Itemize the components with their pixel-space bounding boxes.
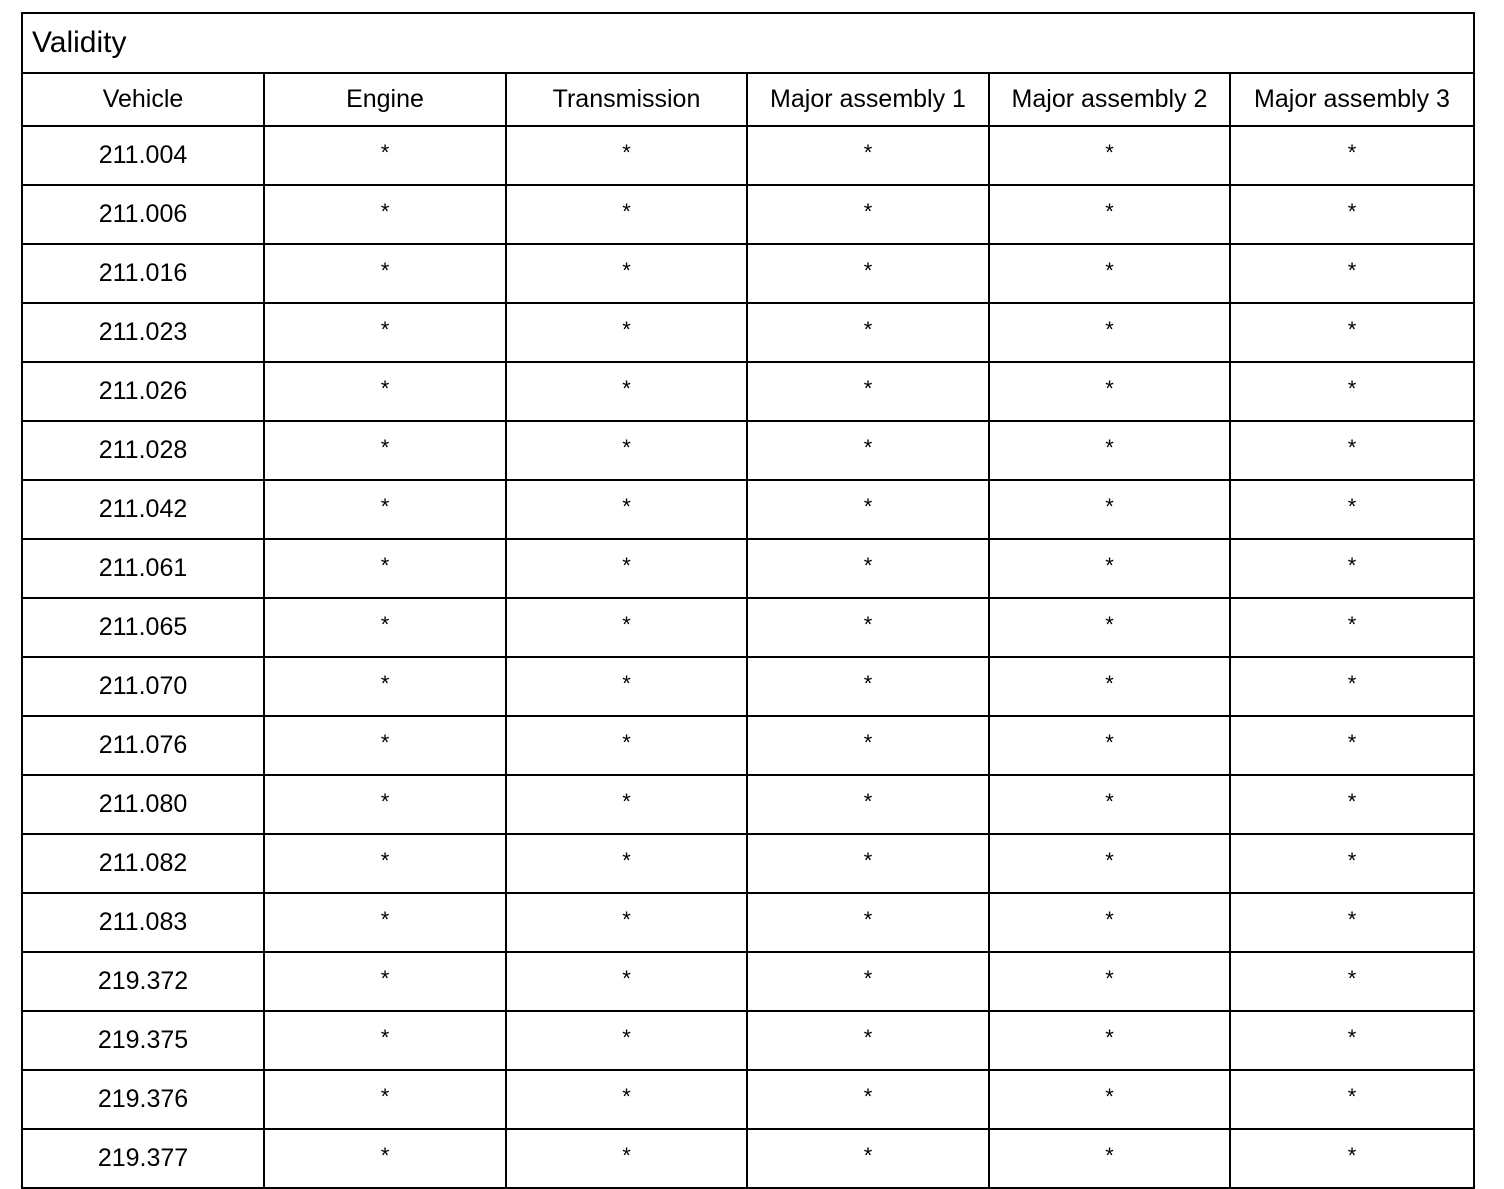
engine-cell: * (264, 893, 506, 952)
major-assembly-1-cell: * (747, 657, 989, 716)
table-row (22, 834, 1474, 893)
major-assembly-2-cell: * (989, 834, 1230, 893)
major-assembly-3-cell: * (1230, 775, 1474, 834)
transmission-cell: * (506, 1129, 747, 1188)
vehicle-cell: 211.076 (22, 716, 264, 775)
major-assembly-1-cell: * (747, 1011, 989, 1070)
engine-cell: * (264, 775, 506, 834)
major-assembly-3-cell: * (1230, 834, 1474, 893)
major-assembly-3-cell: * (1230, 657, 1474, 716)
table-body (22, 13, 1474, 1188)
major-assembly-1-cell: * (747, 185, 989, 244)
engine-cell: * (264, 1129, 506, 1188)
transmission-cell: * (506, 244, 747, 303)
major-assembly-3-cell: * (1230, 716, 1474, 775)
major-assembly-2-cell: * (989, 539, 1230, 598)
table-row (22, 1070, 1474, 1129)
major-assembly-3-cell: * (1230, 1129, 1474, 1188)
vehicle-cell: 211.082 (22, 834, 264, 893)
table-row (22, 303, 1474, 362)
major-assembly-1-cell: * (747, 1070, 989, 1129)
engine-cell: * (264, 244, 506, 303)
vehicle-cell: 211.070 (22, 657, 264, 716)
table-row (22, 952, 1474, 1011)
engine-cell: * (264, 598, 506, 657)
major-assembly-3-cell: * (1230, 303, 1474, 362)
major-assembly-1-cell: * (747, 303, 989, 362)
vehicle-cell: 211.004 (22, 126, 264, 185)
table-row (22, 657, 1474, 716)
major-assembly-1-cell: * (747, 362, 989, 421)
major-assembly-1-cell: * (747, 834, 989, 893)
engine-cell: * (264, 185, 506, 244)
engine-cell: * (264, 480, 506, 539)
column-header-vehicle: Vehicle (22, 73, 264, 126)
major-assembly-2-cell: * (989, 244, 1230, 303)
major-assembly-2-cell: * (989, 480, 1230, 539)
major-assembly-2-cell: * (989, 893, 1230, 952)
major-assembly-1-cell: * (747, 952, 989, 1011)
transmission-cell: * (506, 126, 747, 185)
major-assembly-3-cell: * (1230, 185, 1474, 244)
major-assembly-2-cell: * (989, 716, 1230, 775)
engine-cell: * (264, 126, 506, 185)
engine-cell: * (264, 303, 506, 362)
major-assembly-1-cell: * (747, 775, 989, 834)
major-assembly-2-cell: * (989, 1070, 1230, 1129)
major-assembly-1-cell: * (747, 480, 989, 539)
transmission-cell: * (506, 775, 747, 834)
vehicle-cell: 219.377 (22, 1129, 264, 1188)
table-row (22, 775, 1474, 834)
transmission-cell: * (506, 716, 747, 775)
table-title: Validity (22, 13, 1474, 73)
engine-cell: * (264, 834, 506, 893)
major-assembly-2-cell: * (989, 185, 1230, 244)
vehicle-cell: 219.376 (22, 1070, 264, 1129)
validity-table (21, 12, 1475, 1189)
engine-cell: * (264, 716, 506, 775)
engine-cell: * (264, 1011, 506, 1070)
major-assembly-2-cell: * (989, 657, 1230, 716)
column-header-major-assembly-3: Major assembly 3 (1230, 73, 1474, 126)
major-assembly-1-cell: * (747, 716, 989, 775)
column-header-major-assembly-2: Major assembly 2 (989, 73, 1230, 126)
major-assembly-3-cell: * (1230, 421, 1474, 480)
table-row (22, 539, 1474, 598)
major-assembly-1-cell: * (747, 893, 989, 952)
table-row (22, 598, 1474, 657)
vehicle-cell: 211.026 (22, 362, 264, 421)
major-assembly-2-cell: * (989, 1129, 1230, 1188)
transmission-cell: * (506, 1011, 747, 1070)
major-assembly-2-cell: * (989, 952, 1230, 1011)
table-row (22, 126, 1474, 185)
engine-cell: * (264, 421, 506, 480)
major-assembly-3-cell: * (1230, 539, 1474, 598)
major-assembly-3-cell: * (1230, 244, 1474, 303)
major-assembly-1-cell: * (747, 244, 989, 303)
transmission-cell: * (506, 539, 747, 598)
major-assembly-2-cell: * (989, 126, 1230, 185)
transmission-cell: * (506, 421, 747, 480)
vehicle-cell: 219.375 (22, 1011, 264, 1070)
column-header-engine: Engine (264, 73, 506, 126)
transmission-cell: * (506, 657, 747, 716)
transmission-cell: * (506, 834, 747, 893)
major-assembly-1-cell: * (747, 421, 989, 480)
table-row (22, 421, 1474, 480)
transmission-cell: * (506, 480, 747, 539)
major-assembly-3-cell: * (1230, 362, 1474, 421)
vehicle-cell: 219.372 (22, 952, 264, 1011)
column-header-transmission: Transmission (506, 73, 747, 126)
column-header-major-assembly-1: Major assembly 1 (747, 73, 989, 126)
major-assembly-3-cell: * (1230, 480, 1474, 539)
transmission-cell: * (506, 1070, 747, 1129)
major-assembly-1-cell: * (747, 539, 989, 598)
vehicle-cell: 211.006 (22, 185, 264, 244)
engine-cell: * (264, 657, 506, 716)
table-row (22, 480, 1474, 539)
table-row (22, 1129, 1474, 1188)
major-assembly-1-cell: * (747, 598, 989, 657)
vehicle-cell: 211.028 (22, 421, 264, 480)
major-assembly-2-cell: * (989, 362, 1230, 421)
vehicle-cell: 211.061 (22, 539, 264, 598)
major-assembly-3-cell: * (1230, 952, 1474, 1011)
major-assembly-2-cell: * (989, 598, 1230, 657)
header-row (22, 73, 1474, 126)
major-assembly-2-cell: * (989, 775, 1230, 834)
transmission-cell: * (506, 893, 747, 952)
transmission-cell: * (506, 952, 747, 1011)
major-assembly-3-cell: * (1230, 893, 1474, 952)
vehicle-cell: 211.083 (22, 893, 264, 952)
table-row (22, 244, 1474, 303)
major-assembly-1-cell: * (747, 126, 989, 185)
vehicle-cell: 211.080 (22, 775, 264, 834)
major-assembly-2-cell: * (989, 421, 1230, 480)
engine-cell: * (264, 952, 506, 1011)
major-assembly-2-cell: * (989, 303, 1230, 362)
transmission-cell: * (506, 185, 747, 244)
major-assembly-2-cell: * (989, 1011, 1230, 1070)
major-assembly-3-cell: * (1230, 1070, 1474, 1129)
vehicle-cell: 211.023 (22, 303, 264, 362)
major-assembly-3-cell: * (1230, 598, 1474, 657)
transmission-cell: * (506, 598, 747, 657)
transmission-cell: * (506, 303, 747, 362)
major-assembly-3-cell: * (1230, 126, 1474, 185)
vehicle-cell: 211.042 (22, 480, 264, 539)
table-row (22, 185, 1474, 244)
vehicle-cell: 211.016 (22, 244, 264, 303)
transmission-cell: * (506, 362, 747, 421)
title-row (22, 13, 1474, 73)
table-row (22, 1011, 1474, 1070)
vehicle-cell: 211.065 (22, 598, 264, 657)
major-assembly-3-cell: * (1230, 1011, 1474, 1070)
table-row (22, 362, 1474, 421)
engine-cell: * (264, 539, 506, 598)
table-row (22, 893, 1474, 952)
major-assembly-1-cell: * (747, 1129, 989, 1188)
table-row (22, 716, 1474, 775)
engine-cell: * (264, 1070, 506, 1129)
engine-cell: * (264, 362, 506, 421)
